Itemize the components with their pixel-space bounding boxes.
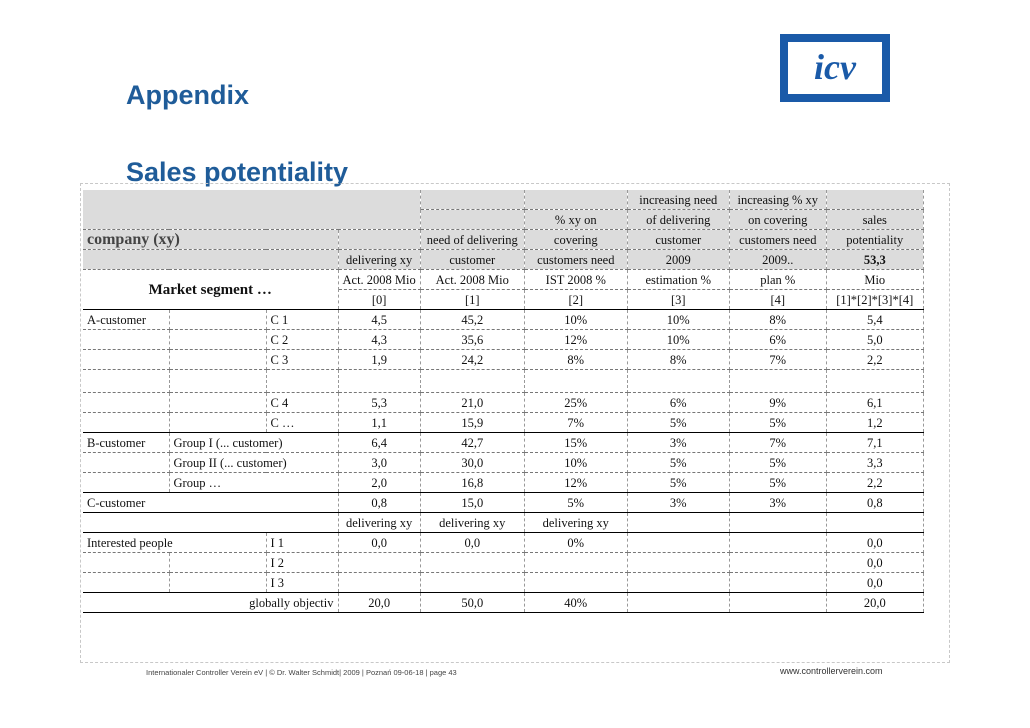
table-row-delivering: delivering xy delivering xy delivering xy	[83, 513, 923, 533]
page-title: Appendix	[126, 80, 250, 110]
table-row-blank	[83, 370, 923, 393]
footer-text: Internationaler Controller Verein eV | © Dr. Walter Schmidt| 2009 | Poznań 09-06-18 | page 43	[146, 668, 457, 677]
sales-total: 53,3	[826, 250, 923, 270]
header-need-1: need of delivering	[420, 230, 524, 250]
company-label: company (xy)	[83, 230, 338, 250]
table-row: C … 1,1 15,9 7% 5% 5% 1,2	[83, 413, 923, 433]
header-incpct-3: customers need	[729, 230, 826, 250]
table-row: Group II (... customer) 3,0 30,0 10% 5% 5% 3,3	[83, 453, 923, 473]
header-row-1	[83, 190, 923, 210]
header-inc-1: increasing need	[627, 190, 729, 210]
header-incpct-1: increasing % xy	[729, 190, 826, 210]
table-row: I 3 0,0	[83, 573, 923, 593]
table-row: C-customer 0,8 15,0 5% 3% 3% 0,8	[83, 493, 923, 513]
header-incpct-4: 2009..	[729, 250, 826, 270]
idx-3: [3]	[627, 290, 729, 310]
header-incpct-2: on covering	[729, 210, 826, 230]
unit-sales: Mio	[826, 270, 923, 290]
unit-pct: IST 2008 %	[524, 270, 627, 290]
idx-2: [2]	[524, 290, 627, 310]
interested-people-label: Interested people	[83, 533, 266, 553]
table-row: Group … 2,0 16,8 12% 5% 5% 2,2	[83, 473, 923, 493]
market-segment-label: Market segment …	[83, 270, 338, 310]
header-pct-3: customers need	[524, 250, 627, 270]
header-sales-2: potentiality	[826, 230, 923, 250]
icv-logo	[780, 34, 890, 102]
idx-0: [0]	[338, 290, 420, 310]
header-inc-2: of delivering	[627, 210, 729, 230]
logo-text: icv	[788, 42, 882, 94]
idx-formula: [1]*[2]*[3]*[4]	[826, 290, 923, 310]
b-customer-label: B-customer	[83, 433, 169, 453]
c-customer-label: C-customer	[83, 493, 338, 513]
a-customer-label: A-customer	[83, 310, 169, 330]
page-subtitle: Sales potentiality	[126, 157, 349, 187]
header-row-2	[83, 210, 923, 230]
idx-1: [1]	[420, 290, 524, 310]
sales-table	[83, 190, 924, 613]
header-delivering: delivering xy	[338, 250, 420, 270]
header-sales-1: sales	[826, 210, 923, 230]
table-row: C 2 4,3 35,6 12% 10% 6% 5,0	[83, 330, 923, 350]
unit-inc: estimation %	[627, 270, 729, 290]
header-row-5	[83, 270, 923, 290]
unit-need: Act. 2008 Mio	[420, 270, 524, 290]
table-row: Interested people I 1 0,0 0,0 0% 0,0	[83, 533, 923, 553]
header-row-3	[83, 230, 923, 250]
header-inc-4: 2009	[627, 250, 729, 270]
header-inc-3: customer	[627, 230, 729, 250]
header-need-2: customer	[420, 250, 524, 270]
globally-objective-label: globally objectiv	[83, 593, 338, 613]
table-row: C 4 5,3 21,0 25% 6% 9% 6,1	[83, 393, 923, 413]
table-row: B-customer Group I (... customer) 6,4 42,7 15% 3% 7% 7,1	[83, 433, 923, 453]
table-row-globally: globally objectiv 20,0 50,0 40% 20,0	[83, 593, 923, 613]
website-link[interactable]: www.controllerverein.com	[780, 666, 883, 676]
table-row: A-customer C 1 4,5 45,2 10% 10% 8% 5,4	[83, 310, 923, 330]
unit-delivering: Act. 2008 Mio	[338, 270, 420, 290]
header-pct-2: covering	[524, 230, 627, 250]
unit-incpct: plan %	[729, 270, 826, 290]
header-row-4	[83, 250, 923, 270]
header-pct-1: % xy on	[524, 210, 627, 230]
idx-4: [4]	[729, 290, 826, 310]
table-row: I 2 0,0	[83, 553, 923, 573]
table-row: C 3 1,9 24,2 8% 8% 7% 2,2	[83, 350, 923, 370]
